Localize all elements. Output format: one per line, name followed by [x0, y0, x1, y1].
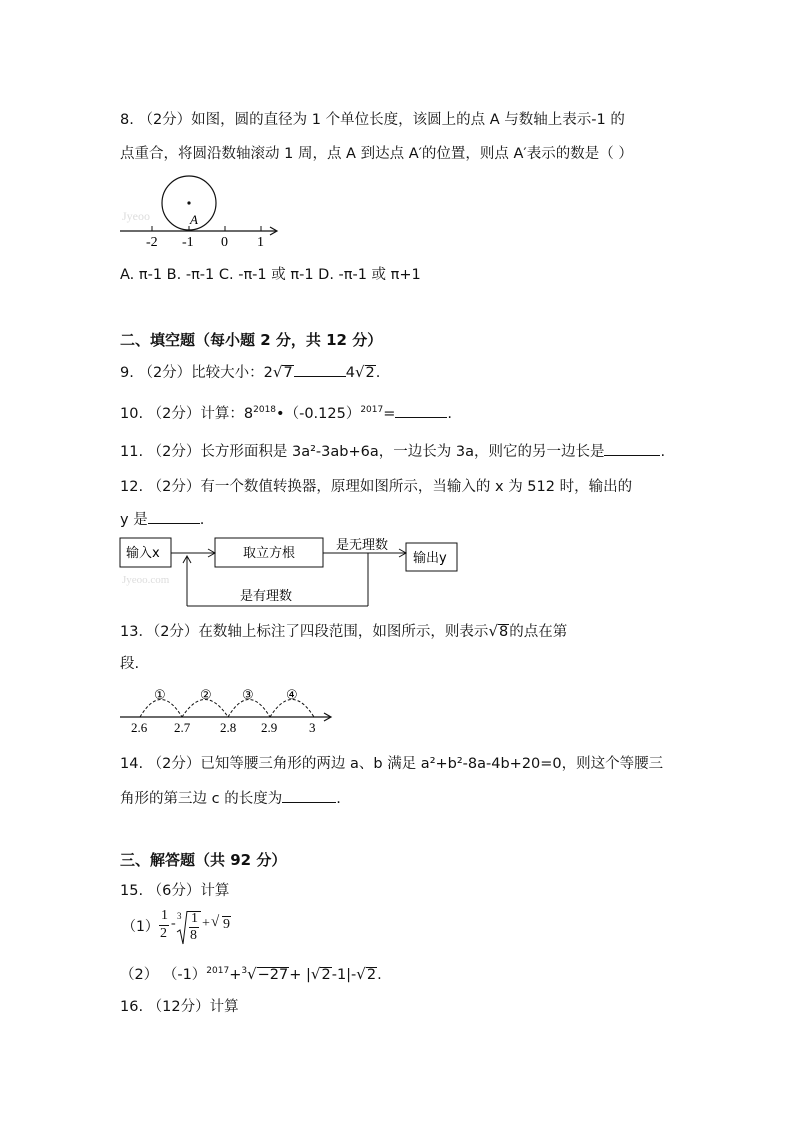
q13-line1: 13．（2分）在数轴上标注了四段范围，如图所示，则表示√8的点在第: [120, 622, 568, 640]
segment-arc-4: [270, 700, 314, 718]
segment-label-3: ③: [242, 687, 254, 702]
q8-watermark: Jyeoo: [122, 209, 150, 223]
flow-output-label: 输出y: [413, 551, 447, 566]
segment-arc-2: [182, 700, 228, 718]
q10-answer-blank[interactable]: [395, 403, 447, 418]
q13-number-line-figure: [118, 686, 338, 738]
q12-line1: 12. （2分）有一个数值转换器，原理如图所示，当输入的 x 为 512 时，输出的: [120, 479, 633, 495]
tick-2-7: 2.7: [174, 720, 191, 735]
q14-line2: 角形的第三边 c 的长度为 .: [120, 788, 341, 809]
segment-arc-1: [140, 700, 182, 718]
flow-process-label: 取立方根: [243, 546, 296, 561]
tick-2-9: 2.9: [261, 720, 278, 735]
q10: 10. （2分）计算：$8^{2018}•(-0.125)^{2017}=$ .: [120, 400, 452, 424]
flow-input-label: 输入x: [126, 546, 160, 561]
flow-irrational-label: 是无理数: [336, 538, 389, 553]
section2-title: 二、填空题（每小题 2 分，共 12 分）: [120, 331, 383, 349]
tick-label-0: 0: [221, 235, 228, 250]
tick-label-1: 1: [257, 235, 264, 250]
segment-label-2: ②: [200, 687, 212, 702]
tick-3: 3: [309, 720, 316, 735]
tick-label-minus2: -2: [146, 235, 158, 250]
q11: 11. （2分）长方形面积是 3a²-3ab+6a，一边长为 3a，则它的另一边长是 .: [120, 441, 665, 462]
tick-2-6: 2.6: [131, 720, 148, 735]
q13-line2: 段.: [120, 656, 140, 672]
q12-answer-blank[interactable]: [148, 509, 200, 524]
q12-line2: y 是 .: [120, 509, 204, 530]
q14-line1: 14. （2分）已知等腰三角形的两边 a、b 满足 a²+b²-8a-4b+20=0，则这个等腰三: [120, 756, 664, 772]
segment-label-4: ④: [286, 687, 298, 702]
q8-number-line-figure: [118, 174, 298, 250]
segment-label-1: ①: [154, 687, 166, 702]
circle-center-dot: [187, 201, 190, 204]
q16-title: 16. （12分）计算: [120, 999, 239, 1015]
q15-part2: （2） $(-1)^{2017}+^3√-27+ |√2-1|-√2$.: [120, 964, 382, 983]
q9: 9. （2分）比较大小：2√7 4√2.: [120, 363, 381, 381]
tick-2-8: 2.8: [220, 720, 237, 735]
q8-line1: 8. （2分）如图，圆的直径为 1 个单位长度，该圆上的点 A 与数轴上表示-1 的: [120, 112, 625, 128]
q14-answer-blank[interactable]: [282, 788, 336, 803]
point-a-label: A: [190, 212, 198, 227]
tick-label-minus1: -1: [182, 235, 194, 250]
q9-answer-blank[interactable]: [294, 362, 346, 377]
flow-rational-label: 是有理数: [240, 589, 293, 604]
segment-arc-3: [228, 700, 270, 718]
q15-title: 15. （6分）计算: [120, 883, 230, 899]
q11-answer-blank[interactable]: [604, 441, 660, 456]
section3-title: 三、解答题（共 92 分）: [120, 851, 287, 869]
q8-options: A. π-1 B. -π-1 C. -π-1 或 π-1 D. -π-1 或 π+1: [120, 267, 421, 283]
flow-watermark: Jyeoo.com: [122, 574, 170, 586]
q8-line2: 点重合，将圆沿数轴滚动 1 周，点 A 到达点 A′的位置，则点 A′表示的数是（ ）: [120, 146, 633, 162]
q12-flowchart: [118, 535, 463, 609]
